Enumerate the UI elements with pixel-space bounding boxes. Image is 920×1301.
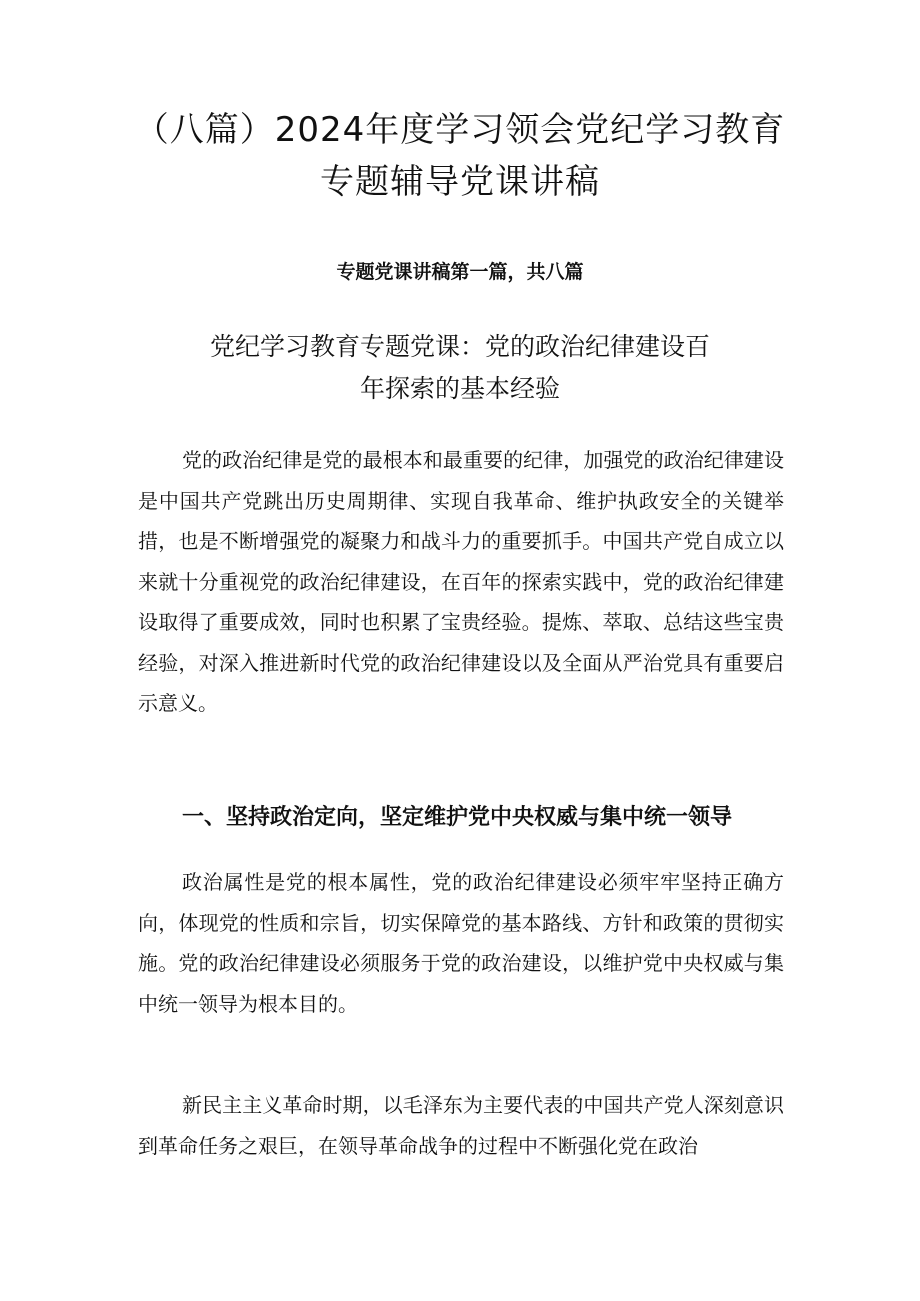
section-title-line2: 年探索的基本经验 — [359, 374, 560, 403]
document-subtitle: 专题党课讲稿第一篇，共八篇 — [336, 261, 584, 283]
body-paragraph: 政治属性是党的根本属性，党的政治纪律建设必须牢牢坚持正确方向，体现党的性质和宗旨，切实保障党的基本路线、方针和政策的贯彻实施。党的政治纪律建设必须服务于党的政治建设，以维护党中央权威与集中统一领导为根本目的。 — [138, 870, 784, 1016]
body-paragraph: 党的政治纪律是党的最根本和最重要的纪律，加强党的政治纪律建设是中国共产党跳出历史周期律、实现自我革命、维护执政安全的关键举措，也是不断增强党的凝聚力和战斗力的重要抓手。中国共产党自成立以来就十分重视党的政治纪律建设，在百年的探索实践中，党的政治纪律建设取得了重要成效，同时也积累了宝贵经验。提炼、萃取、总结这些宝贵经验，对深入推进新时代党的政治纪律建设以及全面从严治党具有重要启示意义。 — [138, 448, 784, 715]
document-title-line1: （八篇）2024年度学习领会党纪学习教育 — [134, 110, 786, 150]
section-title — [120, 326, 800, 410]
body-paragraph: 新民主主义革命时期，以毛泽东为主要代表的中国共产党人深刻意识到革命任务之艰巨，在领导革命战争的过程中不断强化党在政治 — [138, 1093, 784, 1158]
section-title-line1: 党纪学习教育专题党课：党的政治纪律建设百 — [209, 332, 710, 361]
document-title — [60, 104, 860, 208]
section-heading: 一、坚持政治定向，坚定维护党中央权威与集中统一领导 — [182, 805, 733, 830]
document-title-line2: 专题辅导党课讲稿 — [320, 162, 600, 202]
